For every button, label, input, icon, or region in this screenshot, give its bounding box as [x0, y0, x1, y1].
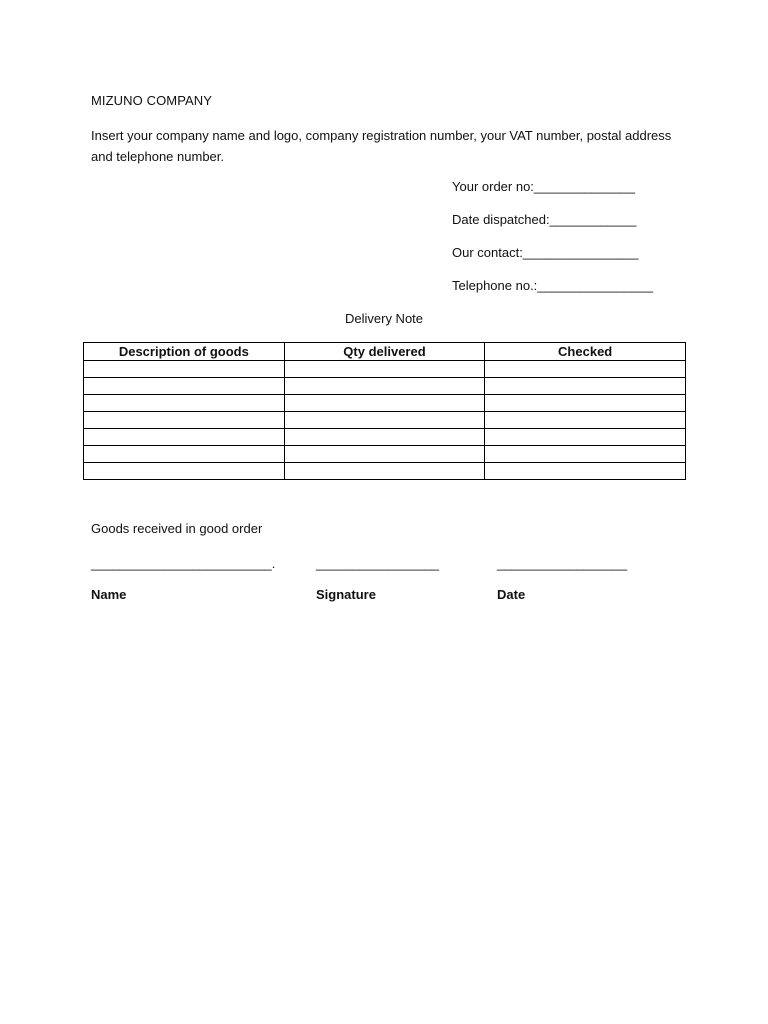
table-cell	[284, 446, 485, 463]
order-number-field: Your order no:______________	[452, 179, 636, 194]
table-row	[84, 378, 686, 395]
table-cell	[485, 395, 686, 412]
table-cell	[485, 429, 686, 446]
table-cell	[284, 361, 485, 378]
table-cell	[284, 395, 485, 412]
table-row	[84, 361, 686, 378]
intro-line-2: and telephone number.	[91, 149, 224, 164]
table-row	[84, 463, 686, 480]
intro-line-1: Insert your company name and logo, company registration number, your VAT number, postal address	[91, 128, 672, 143]
table-cell	[485, 378, 686, 395]
table-row	[84, 395, 686, 412]
table-header-row	[84, 343, 686, 361]
table-row	[84, 412, 686, 429]
telephone-field: Telephone no.:________________	[452, 278, 653, 293]
signature-line: _________________	[316, 556, 439, 571]
table-cell	[485, 463, 686, 480]
table-cell	[84, 361, 285, 378]
table-cell	[284, 429, 485, 446]
document-title: Delivery Note	[344, 311, 424, 326]
table-cell	[485, 412, 686, 429]
name-line: _________________________.	[91, 556, 276, 571]
table-cell	[84, 412, 285, 429]
column-header-description: Description of goods	[84, 343, 285, 361]
column-header-checked: Checked	[485, 343, 686, 361]
our-contact-field: Our contact:________________	[452, 245, 639, 260]
table-cell	[284, 412, 485, 429]
table-row	[84, 429, 686, 446]
goods-table	[83, 342, 686, 480]
table-cell	[84, 446, 285, 463]
table-cell	[485, 446, 686, 463]
table-cell	[84, 395, 285, 412]
table-cell	[84, 378, 285, 395]
intro-text	[91, 125, 681, 167]
table-row	[84, 446, 686, 463]
date-dispatched-field: Date dispatched:____________	[452, 212, 637, 227]
column-header-qty: Qty delivered	[284, 343, 485, 361]
table-cell	[284, 378, 485, 395]
date-label: Date	[497, 587, 526, 602]
date-line: __________________	[497, 556, 628, 571]
receipt-heading: Goods received in good order	[91, 521, 263, 536]
table-cell	[84, 463, 285, 480]
company-name: MIZUNO COMPANY	[91, 93, 213, 108]
signature-label: Signature	[316, 587, 376, 602]
table-cell	[284, 463, 485, 480]
name-label: Name	[91, 587, 127, 602]
table-cell	[84, 429, 285, 446]
table-cell	[485, 361, 686, 378]
